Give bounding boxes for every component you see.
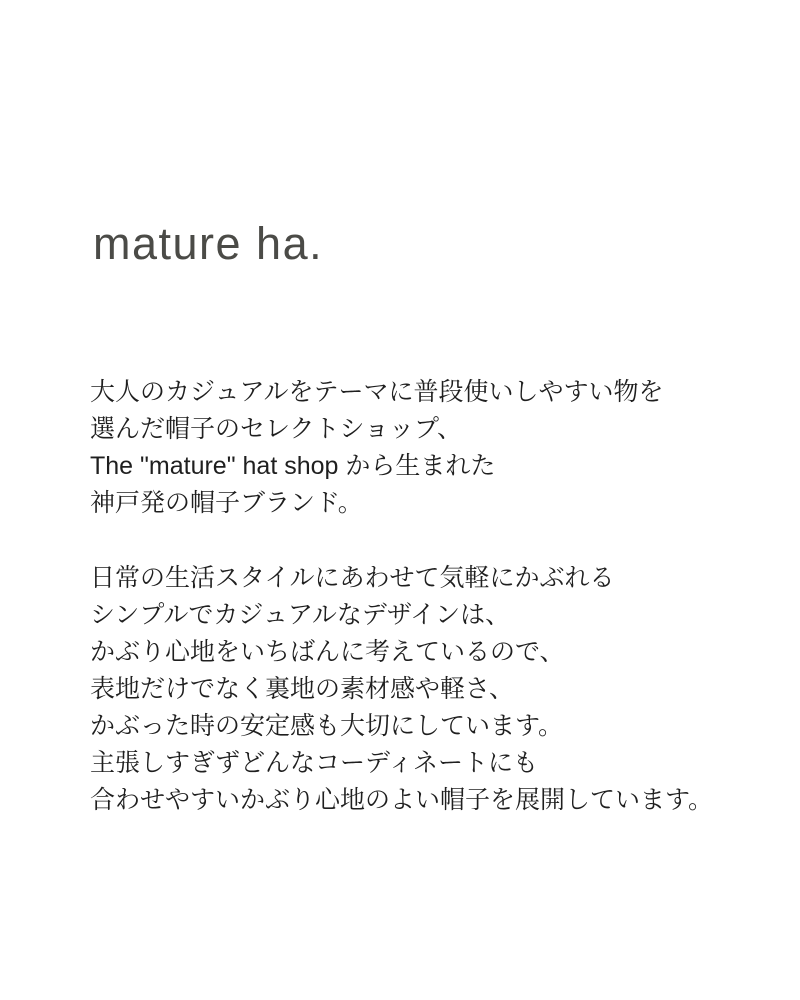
text-line: 表地だけでなく裏地の素材感や軽さ、 [90, 675, 515, 703]
brand-logo: mature ha. [93, 218, 324, 269]
text-line: 選んだ帽子のセレクトショップ、 [90, 415, 463, 443]
brand-description [90, 374, 730, 819]
text-line: 主張しすぎずどんなコーディネートにも [90, 749, 539, 777]
text-line: かぶった時の安定感も大切にしています。 [90, 712, 564, 740]
text-line: 日常の生活スタイルにあわせて気軽にかぶれる [90, 564, 615, 592]
text-line: かぶり心地をいちばんに考えているので、 [90, 638, 565, 666]
brand-origin-paragraph [90, 374, 730, 522]
text-line: The "mature" hat shop から生まれた [90, 452, 496, 480]
text-line: シンプルでカジュアルなデザインは、 [90, 601, 511, 629]
text-line: 神戸発の帽子ブランド。 [90, 489, 363, 517]
text-line: 大人のカジュアルをテーマに普段使いしやすい物を [90, 378, 664, 406]
text-line: 合わせやすいかぶり心地のよい帽子を展開しています。 [90, 786, 714, 814]
brand-concept-paragraph [90, 560, 730, 819]
